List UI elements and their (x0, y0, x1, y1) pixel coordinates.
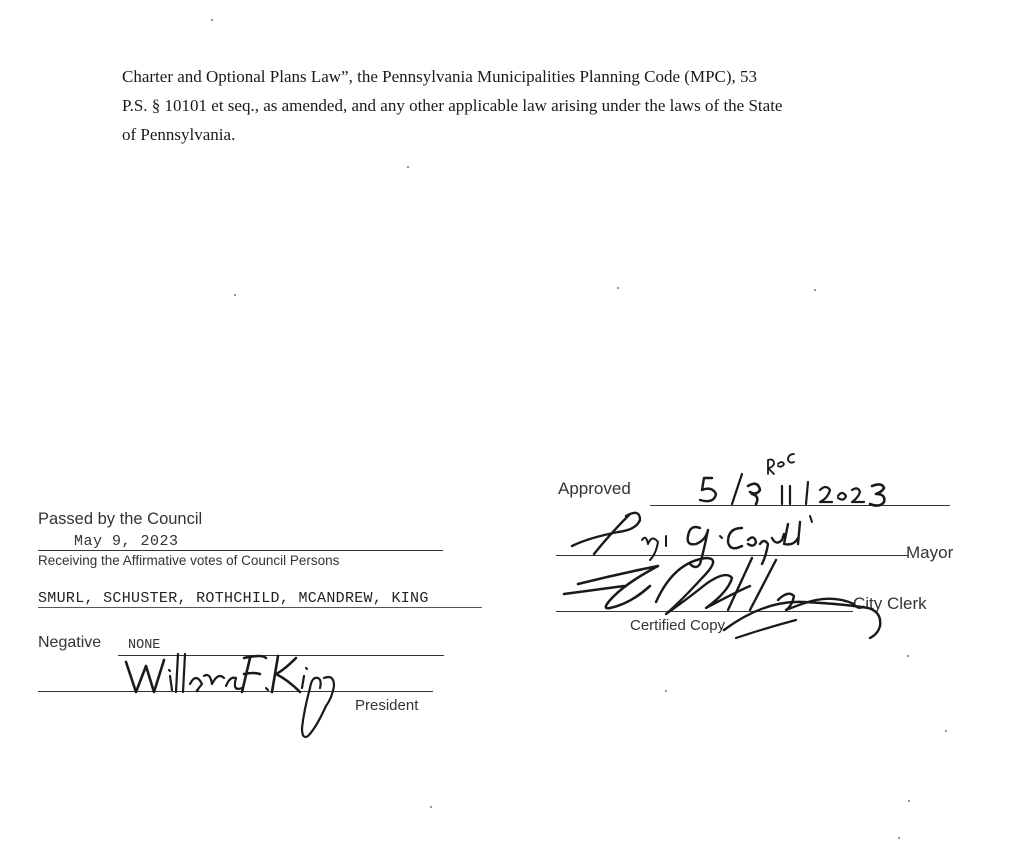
scan-speck (617, 287, 619, 289)
president-signature (118, 640, 358, 745)
passed-date-line (38, 550, 443, 551)
council-persons-underline (38, 607, 482, 608)
clerk-label: City Clerk (853, 594, 927, 613)
certified-copy-label: Certified Copy (630, 617, 726, 634)
negative-label: Negative (38, 634, 102, 651)
passed-label: Passed by the Council (38, 510, 203, 528)
scan-speck (908, 800, 910, 802)
scan-speck (814, 289, 816, 291)
negative-value: NONE (128, 638, 161, 653)
president-label: President (355, 697, 419, 714)
scan-speck (211, 19, 213, 21)
clerk-signature (556, 548, 896, 640)
scan-speck (234, 294, 236, 296)
body-line-3: of Pennsylvania. (122, 125, 236, 144)
council-persons: SMURL, SCHUSTER, ROTHCHILD, MCANDREW, KING (38, 590, 429, 607)
body-line-2: P.S. § 10101 et seq., as amended, and any other applicable law arising under the laws of the State (122, 96, 783, 115)
passed-date: May 9, 2023 (74, 533, 179, 550)
scan-speck (945, 730, 947, 732)
body-paragraph (122, 62, 972, 149)
mayor-label: Mayor (906, 543, 954, 562)
approved-label: Approved (558, 479, 631, 498)
scan-speck (907, 655, 909, 657)
body-line-1: Charter and Optional Plans Law”, the Pennsylvania Municipalities Planning Code (MPC), 53 (122, 67, 758, 86)
scan-speck (665, 690, 667, 692)
scan-speck (407, 166, 409, 168)
scan-speck (430, 806, 432, 808)
scan-speck (898, 837, 900, 839)
receiving-label: Receiving the Affirmative votes of Council Persons (38, 553, 340, 568)
